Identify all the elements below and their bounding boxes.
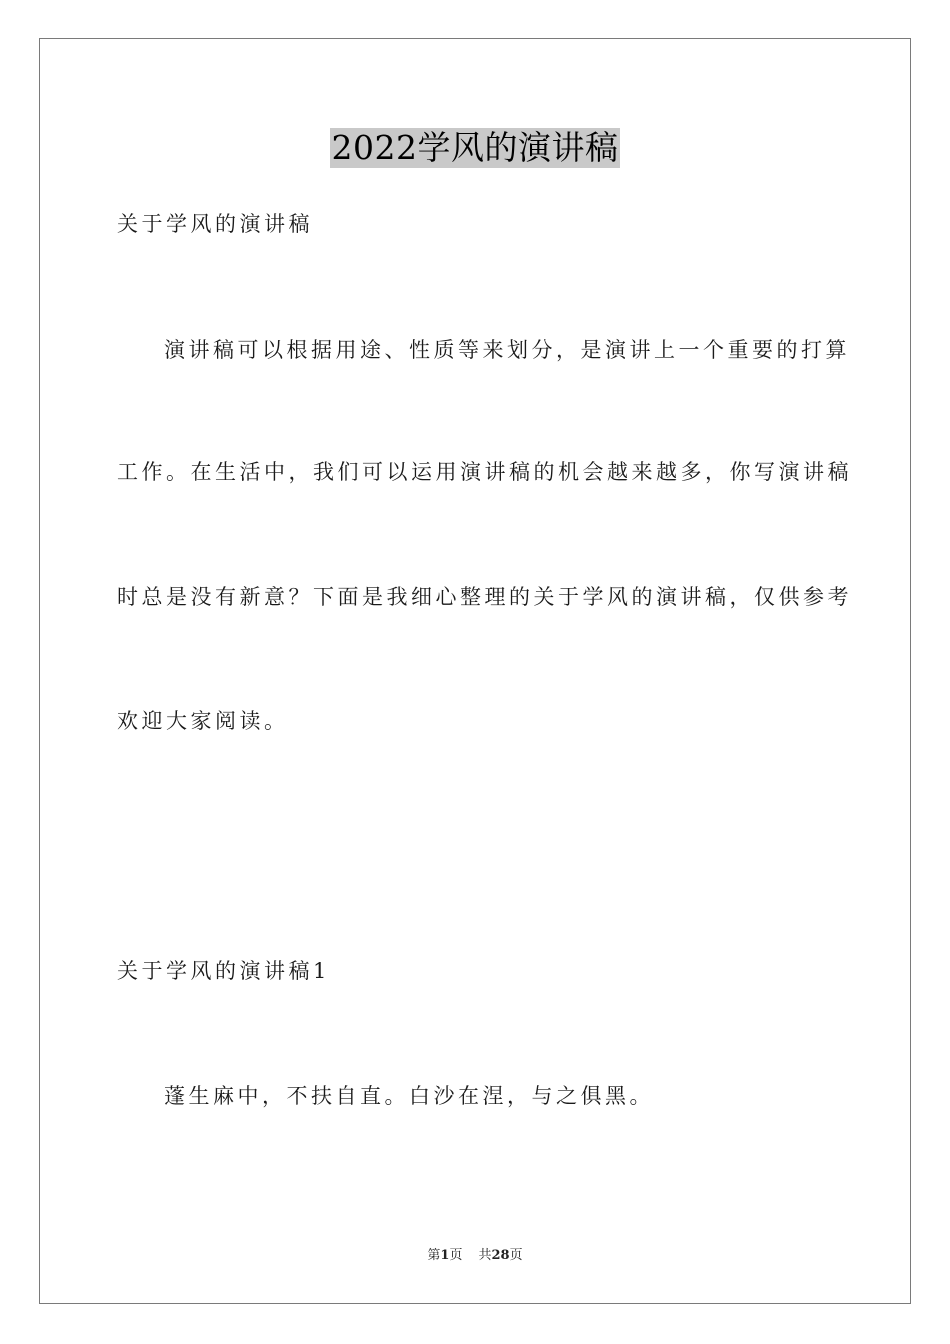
document-title: 2022学风的演讲稿 [331, 128, 619, 167]
paragraph-line: 演讲稿可以根据用途、性质等来划分，是演讲上一个重要的打算 [164, 338, 850, 362]
footer-page-prefix: 第 [427, 1248, 441, 1263]
footer-page-suffix: 页 [449, 1248, 463, 1263]
section-heading: 关于学风的演讲稿 [117, 212, 313, 236]
paragraph-line: 蓬生麻中，不扶自直。白沙在涅，与之俱黑。 [164, 1084, 654, 1108]
paragraph-line: 工作。在生活中，我们可以运用演讲稿的机会越来越多，你写演讲稿 [117, 460, 852, 484]
footer-total-pages: 28 [491, 1248, 510, 1263]
section-heading: 关于学风的演讲稿1 [117, 959, 330, 983]
document-title-container [0, 128, 950, 168]
paragraph-line: 欢迎大家阅读。 [117, 709, 289, 733]
page-footer [0, 1247, 950, 1265]
footer-total-suffix: 页 [509, 1248, 523, 1263]
paragraph-line: 时总是没有新意？下面是我细心整理的关于学风的演讲稿，仅供参考 [117, 585, 852, 609]
footer-page-number: 1 [440, 1248, 450, 1263]
footer-total-prefix: 共 [478, 1248, 492, 1263]
